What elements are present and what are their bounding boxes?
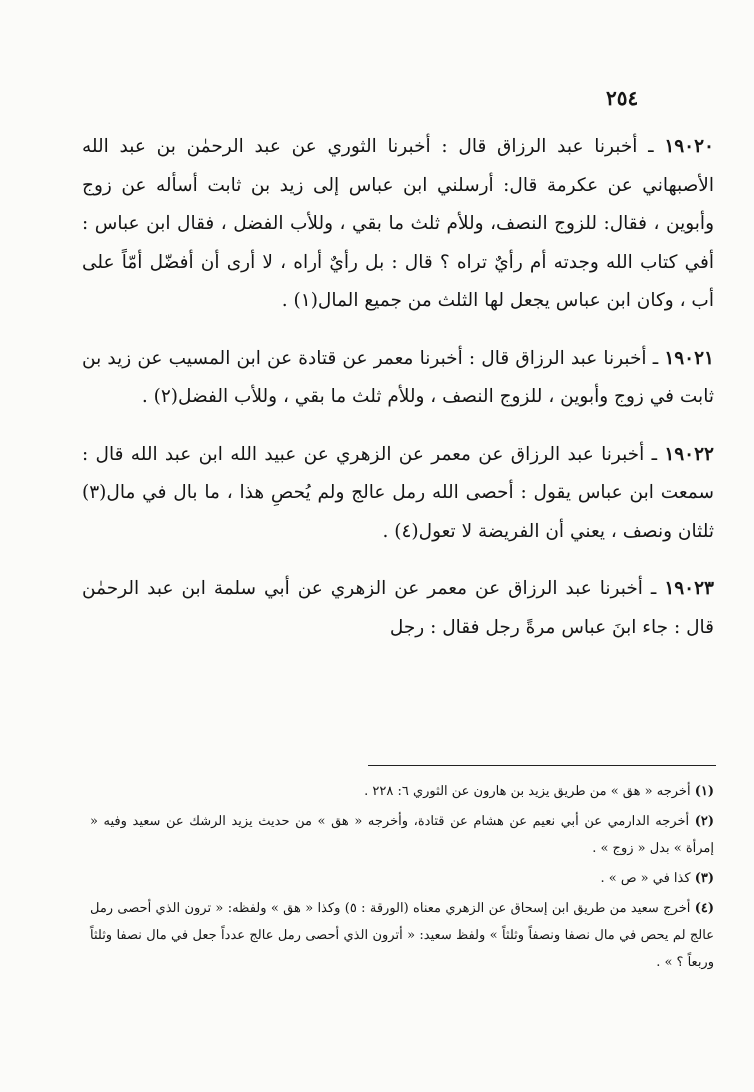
hadith-text: ـ أخبرنا عبد الرزاق قال : أخبرنا الثوري عن عبد الرحمٰن بن عبد الله الأصبهاني عن عكرمة قال: أرسلني ابن عباس إلى زيد بن ثابت أسأله عن زوج وأبوين ، فقال: للزوج النصف، وللأم ثلث ما بقي ، وللأب الفضل ، فقال ابن عباس : أفي كتاب الله وجدته أم رأيٌ تراه ؟ قال : بل رأيٌ أراه ، لا أرى أن أفضّل أمّاً على أب ، وكان ابن عباس يجعل لها الثلث من جميع المال(١) . (82, 136, 714, 311)
hadith-text: ـ أخبرنا عبد الرزاق عن معمر عن الزهري عن أبي سلمة ابن عبد الرحمٰن قال : جاء ابنَ عباس مرةً رجل فقال : رجل (82, 578, 714, 638)
hadith-text: ـ أخبرنا عبد الرزاق عن معمر عن الزهري عن عبيد الله ابن عبد الله قال : سمعت ابن عباس يقول : أحصى الله رمل عالج ولم يُحصِ هذا ، ما بال في مال(٣) ثلثان ونصف ، يعني أن الفريضة لا تعول(٤) . (82, 443, 714, 542)
footnote-text: أخرج سعيد من طريق ابن إسحاق عن الزهري معناه (الورقة : ٥) وكذا « هق » ولفظه: « ترون الذي أحصى رمل عالج لم يحص في مال نصفا ونصفاً وثلثاً » ولفظ سعيد: « أترون الذي أحصى رمل عالج عدداً جعل في مال نصفا وثلثاً وربعاً ؟ » . (90, 901, 714, 970)
footnote-number: (٣) (694, 871, 714, 886)
footnote-2 (90, 808, 714, 862)
footnote-3 (90, 865, 714, 892)
hadith-number: ١٩٠٢٢ (664, 443, 714, 465)
footnote-text: أخرجه الدارمي عن أبي نعيم عن هشام عن قتادة، وأخرجه « هق » من حديث يزيد الرشك عن سعيد وفيه « إمرأة » بدل « زوج » . (90, 814, 714, 856)
hadith-number: ١٩٠٢١ (664, 347, 714, 369)
footnote-number: (٤) (694, 901, 714, 916)
footnote-text: كذا في « ص » . (600, 871, 691, 886)
footnote-1 (90, 778, 714, 805)
footnote-4 (90, 895, 714, 976)
hadith-number: ١٩٠٢٣ (664, 578, 714, 599)
footnote-divider (368, 765, 716, 766)
hadith-19023 (82, 570, 714, 647)
hadith-19020 (82, 128, 714, 321)
footnote-text: أخرجه « هق » من طريق يزيد بن هارون عن الثوري ٦: ٢٢٨ . (364, 784, 691, 799)
hadith-text: ـ أخبرنا عبد الرزاق قال : أخبرنا معمر عن قتادة عن ابن المسيب عن زيد بن ثابت في زوج وأبوين ، للزوج النصف ، وللأم ثلث ما بقي ، وللأب الفضل(٢) . (82, 347, 714, 407)
footnotes (90, 778, 714, 979)
footnote-number: (١) (694, 784, 714, 799)
hadith-19022 (82, 436, 714, 552)
hadith-number: ١٩٠٢٠ (664, 136, 714, 157)
page-number: ٢٥٤ (606, 86, 639, 110)
main-text (82, 128, 714, 666)
footnote-number: (٢) (694, 814, 714, 829)
hadith-19021 (82, 340, 714, 417)
